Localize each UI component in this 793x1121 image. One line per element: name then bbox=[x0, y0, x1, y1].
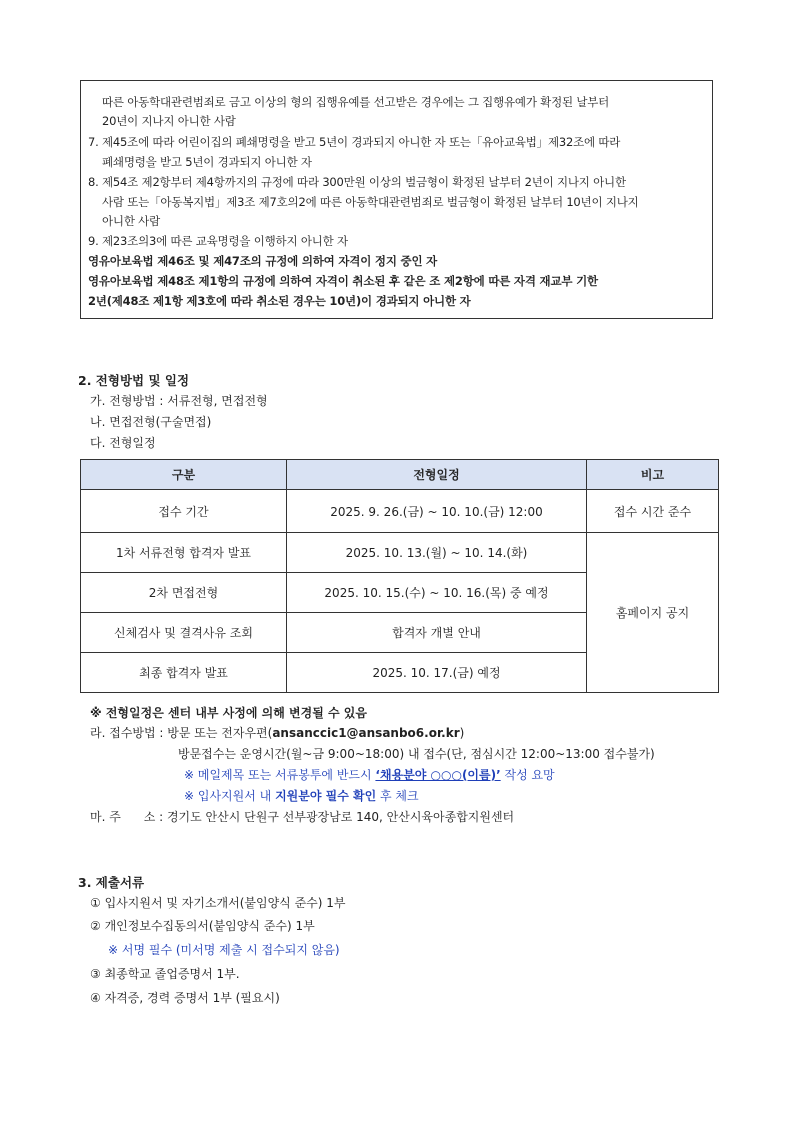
cell-schedule: 합격자 개별 안내 bbox=[287, 613, 587, 653]
cell-schedule: 2025. 10. 13.(월) ~ 10. 14.(화) bbox=[287, 533, 587, 573]
mail-note-suffix: 작성 요망 bbox=[500, 768, 555, 782]
header-note: 비고 bbox=[587, 460, 719, 490]
box-line-bold: 영유아보육법 제48조 제1항의 규정에 의하여 자격이 취소된 후 같은 조 제2항에 따른 자격 재교부 기한 bbox=[88, 274, 598, 288]
visit-info: 방문접수는 운영시간(월~금 9:00~18:00) 내 접수(단, 점심시간 12:00~13:00 접수불가) bbox=[178, 747, 655, 761]
address-label: 마. 주 소 : bbox=[90, 810, 167, 824]
mail-subject-note bbox=[184, 766, 555, 783]
cell-schedule: 2025. 10. 17.(금) 예정 bbox=[287, 653, 587, 693]
table-header-row bbox=[81, 460, 719, 490]
schedule-item: 다. 전형일정 bbox=[90, 436, 156, 450]
form-note-emphasis: 지원분야 필수 확인 bbox=[275, 789, 377, 803]
address-line bbox=[90, 808, 514, 825]
doc-item: ③ 최종학교 졸업증명서 1부. bbox=[90, 967, 240, 981]
cell-category: 신체검사 및 결격사유 조회 bbox=[81, 613, 287, 653]
cell-category: 접수 기간 bbox=[81, 490, 287, 533]
header-schedule: 전형일정 bbox=[287, 460, 587, 490]
doc-item: ① 입사지원서 및 자기소개서(붙임양식 준수) 1부 bbox=[90, 896, 346, 910]
address-value: 경기도 안산시 단원구 선부광장남로 140, 안산시육아종합지원센터 bbox=[166, 810, 515, 824]
doc-item: ④ 자격증, 경력 증명서 1부 (필요시) bbox=[90, 991, 280, 1005]
schedule-change-note: ※ 전형일정은 센터 내부 사정에 의해 변경될 수 있음 bbox=[90, 706, 367, 720]
box-line: 8. 제54조 제2항부터 제4항까지의 규정에 따라 300만원 이상의 벌금형이 확정된 날부터 2년이 지나지 아니한 bbox=[88, 175, 626, 189]
signature-note: ※ 서명 필수 (미서명 제출 시 접수되지 않음) bbox=[108, 943, 340, 957]
mail-note-text: ※ 메일제목 또는 서류봉투에 반드시 bbox=[184, 768, 376, 782]
section-3-heading: 3. 제출서류 bbox=[78, 875, 145, 890]
cell-category: 2차 면접전형 bbox=[81, 573, 287, 613]
schedule-table bbox=[80, 459, 719, 693]
form-note-text: ※ 입사지원서 내 bbox=[184, 789, 276, 803]
cell-note: 접수 시간 준수 bbox=[587, 490, 719, 533]
doc-item: ② 개인정보수집동의서(붙임양식 준수) 1부 bbox=[90, 919, 315, 933]
box-line: 9. 제23조의3에 따른 교육명령을 이행하지 아니한 자 bbox=[88, 234, 348, 248]
table-row bbox=[81, 533, 719, 573]
box-line: 아니한 사람 bbox=[102, 214, 160, 228]
box-line: 폐쇄명령을 받고 5년이 경과되지 아니한 자 bbox=[102, 155, 312, 169]
header-category: 구분 bbox=[81, 460, 287, 490]
box-line: 사람 또는「아동복지법」제3조 제7호의2에 따른 아동학대관련범죄로 벌금형이 확정된 날부터 10년이 지나지 bbox=[102, 195, 639, 209]
interview-item: 나. 면접전형(구술면접) bbox=[90, 415, 212, 429]
table-row bbox=[81, 490, 719, 533]
box-line-bold: 2년(제48조 제1항 제3호에 따라 취소된 경우는 10년)이 경과되지 아니한 자 bbox=[88, 294, 471, 308]
cell-schedule: 2025. 10. 15.(수) ~ 10. 16.(목) 중 예정 bbox=[287, 573, 587, 613]
cell-note: 홈페이지 공지 bbox=[587, 533, 719, 693]
section-2-heading: 2. 전형방법 및 일정 bbox=[78, 373, 190, 388]
method-item: 가. 전형방법 : 서류전형, 면접전형 bbox=[90, 394, 268, 408]
apply-method-text: 라. 접수방법 : 방문 또는 전자우편( bbox=[90, 726, 273, 740]
apply-method bbox=[90, 724, 464, 741]
mail-note-emphasis: ‘채용분야 ○○○(이름)’ bbox=[375, 768, 501, 782]
cell-category: 최종 합격자 발표 bbox=[81, 653, 287, 693]
form-note-suffix: 후 체크 bbox=[376, 789, 419, 803]
apply-email: ansanccic1@ansanbo6.or.kr bbox=[272, 726, 460, 740]
box-line: 따른 아동학대관련범죄로 금고 이상의 형의 집행유예를 선고받은 경우에는 그 집행유예가 확정된 날부터 bbox=[102, 95, 610, 109]
box-line: 7. 제45조에 따라 어린이집의 폐쇄명령을 받고 5년이 경과되지 아니한 자 또는「유아교육법」제32조에 따라 bbox=[88, 135, 621, 149]
box-line: 20년이 지나지 아니한 사람 bbox=[102, 114, 236, 128]
apply-method-suffix: ) bbox=[459, 726, 465, 740]
disqualification-box bbox=[80, 80, 713, 319]
cell-category: 1차 서류전형 합격자 발표 bbox=[81, 533, 287, 573]
cell-schedule: 2025. 9. 26.(금) ~ 10. 10.(금) 12:00 bbox=[287, 490, 587, 533]
box-line-bold: 영유아보육법 제46조 및 제47조의 규정에 의하여 자격이 정지 중인 자 bbox=[88, 254, 438, 268]
form-check-note bbox=[184, 787, 419, 804]
